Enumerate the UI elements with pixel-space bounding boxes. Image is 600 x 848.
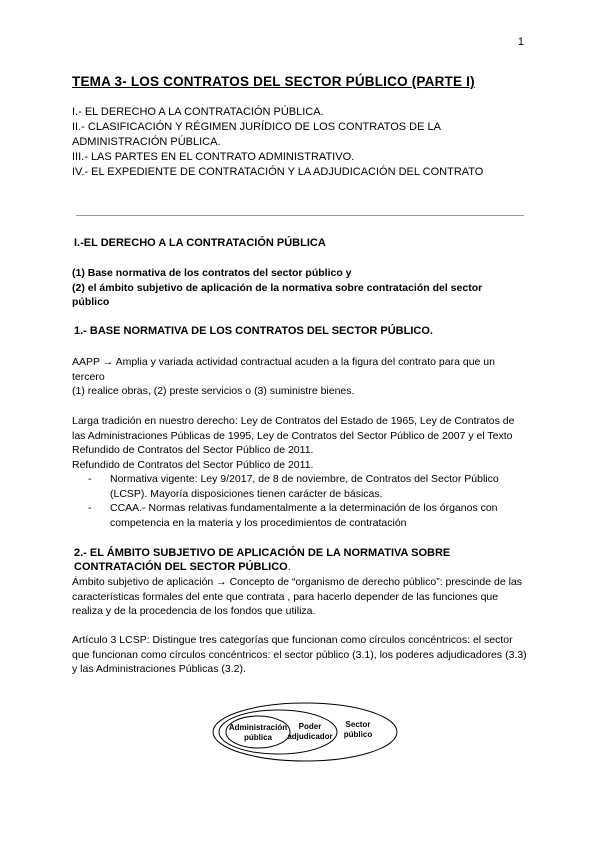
diagram-label-middle: adjudicador: [287, 732, 333, 741]
toc-item: I.- EL DERECHO A LA CONTRATACIÓN PÚBLICA.: [72, 106, 324, 118]
bullet-text: CCAA.- Normas relativas fundamentalmente a la determinación de los órganos con competencia en la materia y los procedimientos de contratación: [110, 502, 498, 529]
table-of-contents: [72, 105, 492, 180]
document-title: TEMA 3- LOS CONTRATOS DEL SECTOR PÚBLICO (PARTE I): [72, 74, 475, 89]
concentric-circles-diagram: [210, 700, 400, 764]
subsection-heading-text: 2.- EL ÁMBITO SUBJETIVO DE APLICACIÓN DE LA NORMATIVA SOBRE CONTRATACIÓN DEL SECTOR PÚBLICO: [74, 547, 451, 573]
section-intro-line: (1) Base normativa de los contratos del sector público y: [72, 267, 352, 279]
bullet-list: [88, 472, 528, 530]
bullet-item: [88, 472, 528, 501]
section-intro-line: (2) el ámbito subjetivo de aplicación de la normativa sobre contratación del sector público: [72, 281, 483, 309]
toc-item: III.- LAS PARTES EN EL CONTRATO ADMINISTRATIVO.: [72, 151, 355, 163]
bullet-text: Normativa vigente: Ley 9/2017, de 8 de noviembre, de Contratos del Sector Público (LCSP). Mayoría disposiciones tienen carácter de básicas.: [110, 473, 499, 500]
paragraph: (1) realice obras, (2) preste servicios o (3) suministre bienes.: [72, 385, 355, 397]
toc-item: IV.- EL EXPEDIENTE DE CONTRATACIÓN Y LA ADJUDICACIÓN DEL CONTRATO: [72, 166, 484, 178]
subsection-heading: [74, 546, 494, 574]
bullet-dash: -: [88, 473, 92, 485]
diagram-label-outer: público: [343, 730, 373, 739]
paragraph: Larga tradición en nuestro derecho: Ley de Contratos del Estado de 1965, Ley de Contratos de las Administraciones Públicas de 1995, Ley de Contratos del Sector Público de 2007 y el Texto Refundido de Contratos del Sector Público de 2011.: [72, 415, 515, 457]
diagram-label-inner: pública: [243, 733, 273, 742]
subsection-heading-tail: .: [287, 561, 291, 573]
section-intro: [72, 266, 512, 310]
toc-item: II.- CLASIFICACIÓN Y RÉGIMEN JURÍDICO DE LOS CONTRATOS DE LA ADMINISTRACIÓN PÚBLICA.: [72, 121, 441, 148]
page-number: 1: [517, 36, 524, 48]
diagram-label-middle: Poder: [298, 722, 322, 731]
paragraph: Artículo 3 LCSP: Distingue tres categorías que funcionan como círculos concéntricos: el sector que funcionan como círculos concéntricos: el sector público (3.1), los poderes adjudicadores (3.3) y las Administraciones Públicas (3.2).: [72, 634, 527, 676]
section-heading: I.-EL DERECHO A LA CONTRATACIÓN PÚBLICA: [74, 237, 326, 249]
bullet-item: [88, 501, 528, 530]
diagram-label-inner: Administración: [228, 723, 288, 732]
inner-ellipse: [226, 716, 290, 748]
subsection-heading: 1.- BASE NORMATIVA DE LOS CONTRATOS DEL SECTOR PÚBLICO.: [74, 325, 433, 337]
paragraph: AAPP → Amplia y variada actividad contractual acuden a la figura del contrato para que un tercero: [72, 356, 495, 383]
horizontal-divider: [76, 215, 524, 216]
paragraph: Ámbito subjetivo de aplicación → Concepto de “organismo de derecho público”: prescinde de las características formales del ente que contrata , para hacerlo depender de las funciones que realiza y de la procedencia de los fondos que utiliza.: [72, 576, 523, 618]
paragraph: Refundido de Contratos del Sector Público de 2011.: [72, 459, 314, 471]
diagram-label-outer: Sector: [345, 720, 371, 729]
bullet-dash: -: [88, 502, 92, 515]
